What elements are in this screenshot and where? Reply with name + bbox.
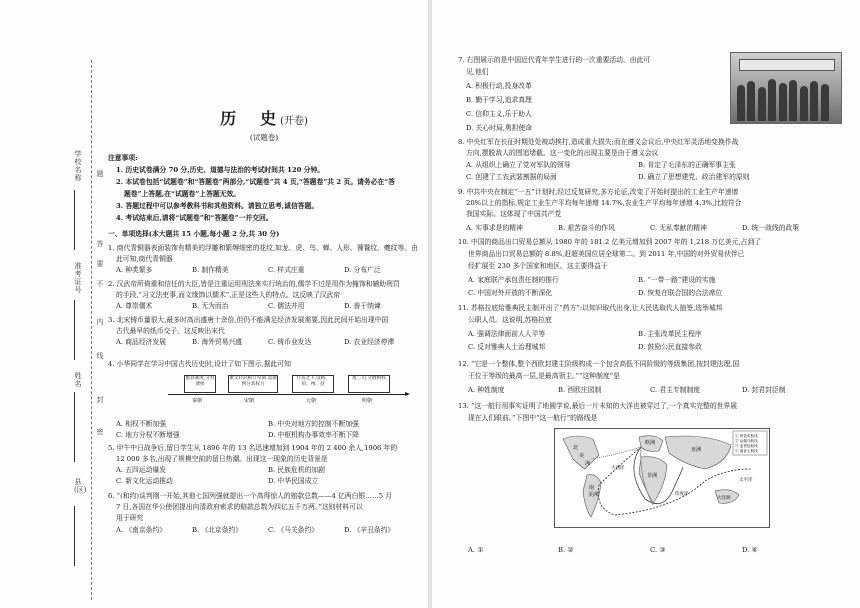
question-stem: 8. 中央红军在长征时期处处被动挨打,造成重大损失;而在遵义会议后,中央红军灵活地变换作战 [458, 138, 739, 146]
seal-word: 线 [96, 352, 104, 360]
map-label: 印度洋 [675, 492, 689, 497]
option[interactable]: B. 海外贸易兴盛 [192, 338, 243, 346]
option[interactable]: D. 中华民国成立 [268, 477, 319, 485]
option[interactable]: D. 农业经济停滞 [344, 338, 395, 346]
notice-item: 3. 答题过程中可以参考教科书和其他资料。请独立思考,诚信答题。 [116, 202, 319, 210]
voyage-route-map [554, 428, 770, 528]
seal-word: 要 [96, 260, 104, 268]
option[interactable]: D. 恢复在联合国的合法席位 [638, 289, 723, 297]
question-stem: 5. 甲午中日战争后,留日学生从 1896 年的 13 名迅速增加到 1904 年的 2 400 余人,1906 年的 [108, 444, 398, 452]
question-stem: 6. “(和约)谈判刚一开始,其他七国列强就提出一个高得惊人的赔款总数——4 亿两白银……5 月 [108, 492, 393, 500]
option[interactable]: C. 君主专制制度 [650, 386, 701, 394]
exam-page-left [0, 0, 428, 608]
option[interactable]: D. 《辛丑条约》 [344, 526, 395, 534]
map-label: 南 [589, 485, 595, 491]
option[interactable]: B. 艰苦奋斗的作风 [558, 224, 615, 232]
option[interactable]: C. ③ [650, 546, 666, 554]
map-label: 洲 [585, 461, 591, 467]
option[interactable]: B. 民族危机的加剧 [268, 466, 325, 474]
option[interactable]: A. 种姓制度 [468, 386, 505, 394]
option[interactable]: B. 勤于学习,追求真理 [466, 96, 532, 104]
map-label: 欧洲 [645, 440, 656, 446]
option[interactable]: C. 中国对外开放的不断深化 [468, 289, 553, 297]
question-stem: 1. 商代青铜器表面装饰有精美的浮雕和繁缛细密的花纹,如龙、虎、鸟、蝉、人形、饕餮纹、夔纹等。由 [108, 244, 418, 252]
question-stem: 11. 苏格拉底给雅典民主制开出了“药方”:以知识取代出身,让人民选取代人抽签,选举城邦 [458, 304, 723, 312]
question-stem: 现在人们眼前。”下图中“这一航行”的路线是 [468, 414, 598, 422]
option[interactable]: D. 中枢机构办事效率不断下降 [268, 431, 360, 439]
option[interactable]: C. 反对雅典人士治理城邦 [468, 343, 546, 351]
option[interactable]: B. 肯定了毛泽东的正确军事主张 [638, 161, 736, 169]
seal-word: 答 [96, 240, 104, 248]
notice-item: 1. 历史试卷满分 70 分,历史、道德与法治的考试时间共 120 分钟。 [116, 166, 325, 174]
legend-entry: ④ 迪亚士航线 [735, 449, 758, 453]
question-stem: 用于研究 [116, 514, 144, 522]
question-stem: 我国实际。这体现了中国共产党 [466, 210, 562, 218]
question-stem: 2. 汉武帝所倚重和信任的大臣,皆是注重运用刑法来实行统治的,儒学不过是用作为掩饰和辅助刑罚 [108, 280, 400, 288]
timeline-arrow [168, 394, 408, 395]
option[interactable]: D. 善于纳谏 [344, 302, 381, 310]
option[interactable]: D. 鼓励公民直接参政 [638, 343, 702, 351]
option[interactable]: D. 封君封臣制 [742, 386, 786, 394]
map-label: 大西洋 [611, 466, 625, 471]
seal-word: 封 [96, 396, 104, 404]
page-subtitle: (试题卷) [249, 133, 279, 142]
map-label: 美 [579, 453, 585, 459]
map-label: 美洲 [588, 492, 599, 498]
option[interactable]: A. 《南京条约》 [116, 526, 167, 534]
timeline-box: 废三司,分散相权 [348, 375, 390, 393]
map-label: 太平洋 [739, 478, 753, 483]
option[interactable]: A. 商品经济发展 [116, 338, 167, 346]
option[interactable]: D. 统一战线的政策 [742, 224, 800, 232]
map-svg [555, 429, 769, 527]
question-stem: 10. 中国的商品出口贸易总额从 1980 年的 181.2 亿美元增加到 2007 年的 1,218 万亿美元,占到了 [458, 238, 762, 246]
option[interactable]: D. 关心时局,勇担使命 [466, 124, 533, 132]
timeline-label: 宋朝 [244, 398, 255, 404]
map-label: 非洲 [647, 473, 658, 479]
option[interactable]: C. 儒法并用 [268, 302, 305, 310]
question-stem: 方向,摆脱敌人的围追堵截。这一变化的出现主要是由于遵义会议 [466, 149, 659, 157]
question-stem: 12. “它是一个整体,整个西欧封建主阶级构成一个包含高低不同阶级的等级集团,按封建法理,国 [458, 360, 740, 368]
seal-word: 不 [96, 280, 104, 288]
page-title: 历 史(开卷) [220, 109, 308, 128]
option[interactable]: C. 《马关条约》 [268, 526, 319, 534]
question-stem: 7. 右图展示的是中国近代青年学生进行的一次重要活动。由此可 [458, 56, 651, 64]
school-field[interactable] [74, 190, 75, 250]
option[interactable]: A. 实事求是的精神 [466, 224, 523, 232]
legend-entry: ③ 麦哲伦航线 [735, 444, 758, 448]
option[interactable]: D. 分布广泛 [344, 266, 381, 274]
option[interactable]: A. 种类繁多 [116, 266, 153, 274]
option[interactable]: B. “一带一路”建设的实施 [638, 276, 716, 284]
timeline-box: 郡县制度,分封诸侯 [184, 375, 216, 393]
option[interactable]: A. 从组织上确立了党对军队的领导 [466, 161, 571, 169]
question-stem: 世界商品出口贸易总额的 8.8%,赶超美国位居全球第二。到 2011 年,中国的对外贸易伙伴已 [468, 250, 745, 258]
map-label: 亚洲 [691, 447, 702, 453]
question-stem: 王位于等级的最高一层,是最高领主。”“这种制度”是 [468, 372, 620, 380]
legend-entry: ② 达伽马航线 [735, 439, 758, 443]
timeline-label: 元朝 [306, 398, 317, 404]
question-stem: 20%以上的指标,规定工业生产平均每年递增 14.7%,农业生产平均每年递增 4.3%,比较符合 [466, 199, 742, 207]
notice-heading: 注意事项: [108, 154, 138, 162]
question-stem: 此可知,商代青铜器 [116, 255, 173, 263]
notice-item: 题卷”上答题,在“试题卷”上答题无效。 [124, 190, 241, 198]
section-heading: 一、单项选择(本大题共 15 小题,每小题 2 分,共 30 分) [108, 230, 280, 238]
timeline-label: 秦朝 [192, 398, 203, 404]
question-stem: 9. 中共中央在制定“一五”计划时,经过反复研究,多方论证,改变了开始时提出的工业生产年递增 [458, 188, 739, 196]
option[interactable]: B. 《北京条约》 [192, 526, 243, 534]
option[interactable]: A. 尊崇儒术 [116, 302, 153, 310]
map-label: 大洋洲 [717, 496, 731, 501]
option[interactable]: D. ④ [742, 546, 758, 554]
map-label: 北 [573, 445, 579, 451]
option[interactable]: A. 积极行动,投身改革 [466, 82, 532, 90]
option[interactable]: B. 无为而治 [192, 302, 229, 310]
option[interactable]: B. 制作精美 [192, 266, 229, 274]
notice-item: 4. 考试结束后,请将“试题卷”和“答题卷”一并交回。 [116, 214, 273, 222]
question-stem: 公职人员。这说明,苏格拉底 [468, 316, 552, 324]
option[interactable]: B. 主张改革民主程序 [638, 330, 702, 338]
seal-word: 内 [96, 318, 104, 326]
timeline-diagram [168, 375, 408, 415]
county-field[interactable] [74, 506, 75, 566]
question-stem: 见,他们 [466, 68, 489, 76]
option[interactable]: C. 地方分权不断增强 [116, 431, 180, 439]
option[interactable]: C. 新文化运动推动 [116, 477, 173, 485]
exam-page-right [432, 0, 860, 608]
option[interactable]: C. 无私奉献的精神 [650, 224, 707, 232]
option[interactable]: B. ② [558, 546, 574, 554]
legend-entry: ① 哥伦布航线 [735, 434, 758, 438]
option[interactable]: B. 西欧庄园制 [558, 386, 602, 394]
question-stem: 3. 北宋铸币量很大,最多时高出盛唐十余倍,但仍不能满足经济发展需要,因此民间开始出现中国 [108, 316, 389, 324]
question-stem: 13. “这一航行用事实证明了地圆学说,最后一片未知的大洋也被穿过了,一个真实完整的世界展 [458, 402, 738, 410]
seal-line [91, 60, 92, 600]
notice-item: 2. 本试卷包括“试题卷”和“答题卷”两部分,“试题卷”共 4 页,“答题卷”共 2 页。请务必在“答 [116, 178, 396, 186]
option[interactable]: C. 样式庄重 [268, 266, 305, 274]
option[interactable]: A. 相权不断加强 [116, 420, 167, 428]
school-label: 学校名称 [74, 150, 82, 182]
exam-no-label: 准考证号 [74, 262, 82, 294]
option[interactable]: A. 家庭联产承包责任制的推行 [468, 276, 559, 284]
question-stem: 7 日,各国在华公使团提出向清政府索求的赔款总数为四亿五千万两。”这则材料可以 [116, 503, 363, 511]
question-stem: 12 000 多名,出现了规模空前的留日热潮。出现这一现象的历史背景是 [116, 455, 328, 463]
question-stem: 4. 小华同学在学习中国古代历史时,设计了如下图示,据此可知 [108, 360, 291, 368]
option[interactable]: D. 确立了思想建党、政治建军的原则 [638, 173, 750, 181]
name-field[interactable] [74, 392, 75, 462]
option[interactable]: A. 强调法律面前人人平等 [468, 330, 546, 338]
question-stem: 经扩展至 230 多个国家和地区。这主要得益于 [468, 262, 608, 270]
option[interactable]: A. ① [468, 546, 484, 554]
timeline-box: 行省之下,设路、府、州、县 [292, 375, 334, 393]
name-label: 姓名 [74, 372, 82, 388]
question-stem: 的手段,“习文法吏事,而文缘饰以儒术”,正是这些人的特点。这反映了汉武帝 [116, 291, 341, 299]
seal-word: 密 [96, 428, 104, 436]
county-label: 县(区) [74, 478, 87, 494]
timeline-label: 明朝 [362, 398, 373, 404]
option[interactable]: C. 信仰主义,乐于助人 [466, 110, 532, 118]
seal-word: 题 [96, 170, 104, 178]
student-protest-photo [730, 52, 842, 124]
option[interactable]: A. 五四运动爆发 [116, 466, 167, 474]
exam-no-field[interactable] [74, 300, 75, 360]
option[interactable]: C. 创建了工农武装割据的局面 [466, 173, 557, 181]
question-stem: 古代最早的纸币交子。这反映出宋代 [116, 327, 225, 335]
timeline-box: 重文轻武相互牵制,设通判分其权力 [228, 375, 278, 393]
option[interactable]: C. 铸币业发达 [268, 338, 312, 346]
option[interactable]: B. 中央对地方的控制不断加强 [268, 420, 359, 428]
